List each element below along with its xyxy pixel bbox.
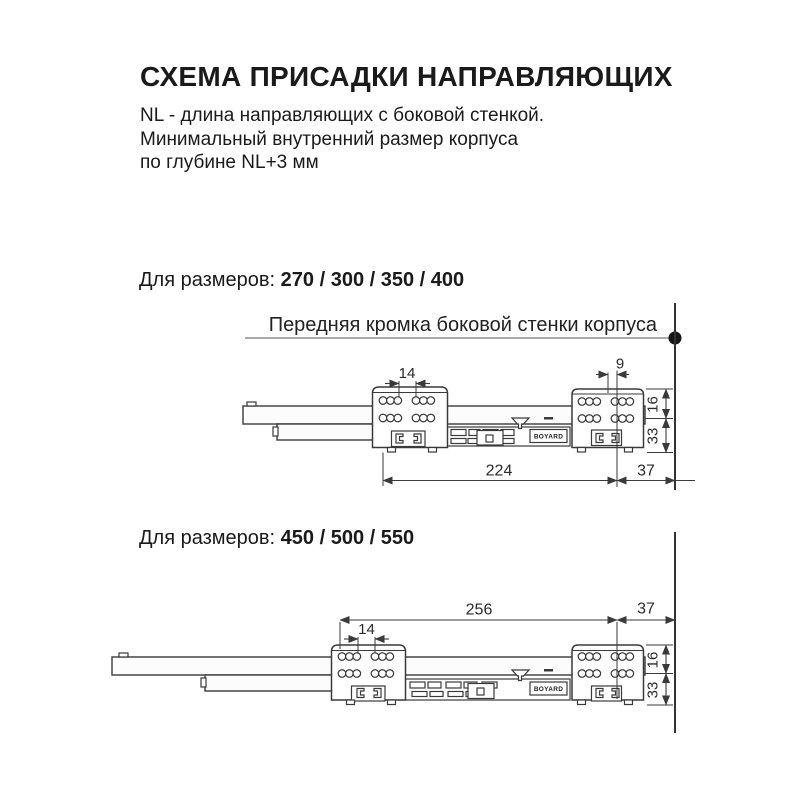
dim-front-hole: 9 — [615, 355, 625, 373]
sizes-values: 270 / 300 / 350 / 400 — [280, 269, 465, 291]
drawer-slide — [243, 387, 645, 452]
rear-mount-bracket — [373, 387, 448, 452]
rear-mount-bracket — [332, 645, 406, 705]
page-title: СХЕМА ПРИСАДКИ НАПРАВЛЯЮЩИХ — [140, 61, 673, 92]
description — [140, 104, 544, 175]
brand-label: BOYARD — [533, 433, 564, 441]
rail-tab — [247, 402, 256, 406]
drawing-small-sizes — [100, 295, 800, 500]
sizes-values: 450 / 500 / 550 — [280, 527, 415, 549]
dim-front-offset: 37 — [637, 600, 655, 618]
dim-hole-span: 256 — [465, 601, 493, 619]
dim-top-offset: 16 — [644, 651, 662, 669]
inner-rail — [205, 675, 332, 691]
sizes-label: Для размеров: — [139, 269, 281, 291]
description-line-3: по глубине NL+3 мм — [140, 152, 319, 173]
front-mount-bracket — [572, 645, 644, 705]
drawer-slide — [112, 645, 645, 705]
drawing-large-sizes — [40, 525, 800, 760]
description-line-2: Минимальный внутренний размер корпуса — [140, 128, 519, 150]
front-edge-label: Передняя кромка боковой стенки корпуса — [268, 314, 657, 336]
sizes-label: Для размеров: — [139, 527, 281, 549]
dim-hole-span: 224 — [485, 462, 513, 480]
dim-bottom-offset: 33 — [644, 427, 662, 445]
inner-rail-hook — [273, 427, 278, 436]
dim-hole-pitch: 14 — [398, 365, 416, 382]
brand-label: BOYARD — [533, 686, 564, 693]
front-mount-bracket — [572, 389, 644, 452]
sizes-heading-small — [139, 269, 464, 292]
description-line-1: NL - длина направляющих с боковой стенкой. — [140, 105, 545, 126]
rail-tab — [119, 653, 128, 657]
dim-top-offset: 16 — [644, 396, 662, 413]
inner-rail-hook — [201, 678, 206, 687]
dim-hole-pitch: 14 — [358, 621, 375, 638]
dim-bottom-offset: 33 — [644, 681, 662, 699]
inner-rail — [277, 424, 373, 440]
dim-front-offset: 37 — [637, 462, 655, 480]
